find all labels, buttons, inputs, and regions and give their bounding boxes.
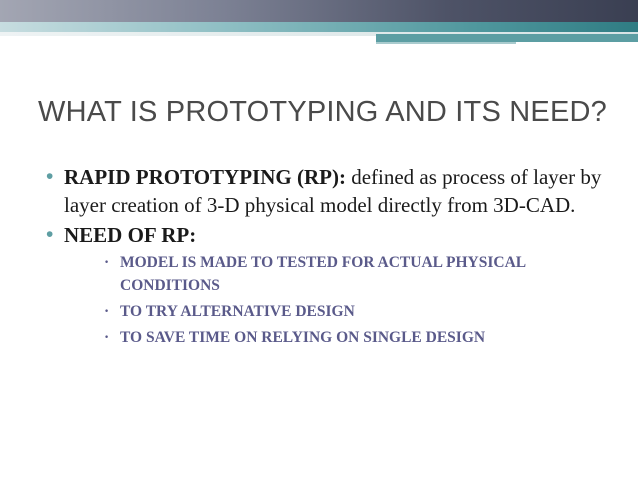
slide-title: WHAT IS PROTOTYPING AND ITS NEED? xyxy=(38,96,607,128)
subbullet-text: TO SAVE TIME ON RELYING ON SINGLE DESIGN xyxy=(120,329,486,346)
bullet-text: defined as process of layer by layer creation of 3-D physical model directly from 3D-CAD. xyxy=(64,165,602,217)
subbullet-text: MODEL IS MADE TO TESTED FOR ACTUAL PHYSICAL CONDITIONS xyxy=(120,254,526,294)
subbullet-item xyxy=(104,251,616,297)
subbullet-text: TO TRY ALTERNATIVE DESIGN xyxy=(120,303,355,320)
bullet-dot-icon: • xyxy=(46,165,54,188)
header-dark-bar xyxy=(0,0,638,22)
bullet-dot-icon: • xyxy=(46,223,54,246)
header-teal-bar xyxy=(0,22,638,32)
bullet-need-of-rp xyxy=(46,221,616,249)
header-accent-bar xyxy=(376,34,638,42)
subbullet-dot-icon: · xyxy=(104,303,110,320)
subbullet-item xyxy=(104,300,616,323)
subbullet-dot-icon: · xyxy=(104,254,110,271)
slide-body xyxy=(46,163,616,352)
header-accent-thin-bar xyxy=(376,42,516,44)
subbullet-dot-icon: · xyxy=(104,329,110,346)
bullet-heading: NEED OF RP: xyxy=(64,223,197,247)
bullet-heading: RAPID PROTOTYPING (RP): xyxy=(64,165,346,189)
bullet-rapid-prototyping xyxy=(46,163,616,219)
need-subbullet-list xyxy=(104,251,616,349)
subbullet-item xyxy=(104,326,616,349)
